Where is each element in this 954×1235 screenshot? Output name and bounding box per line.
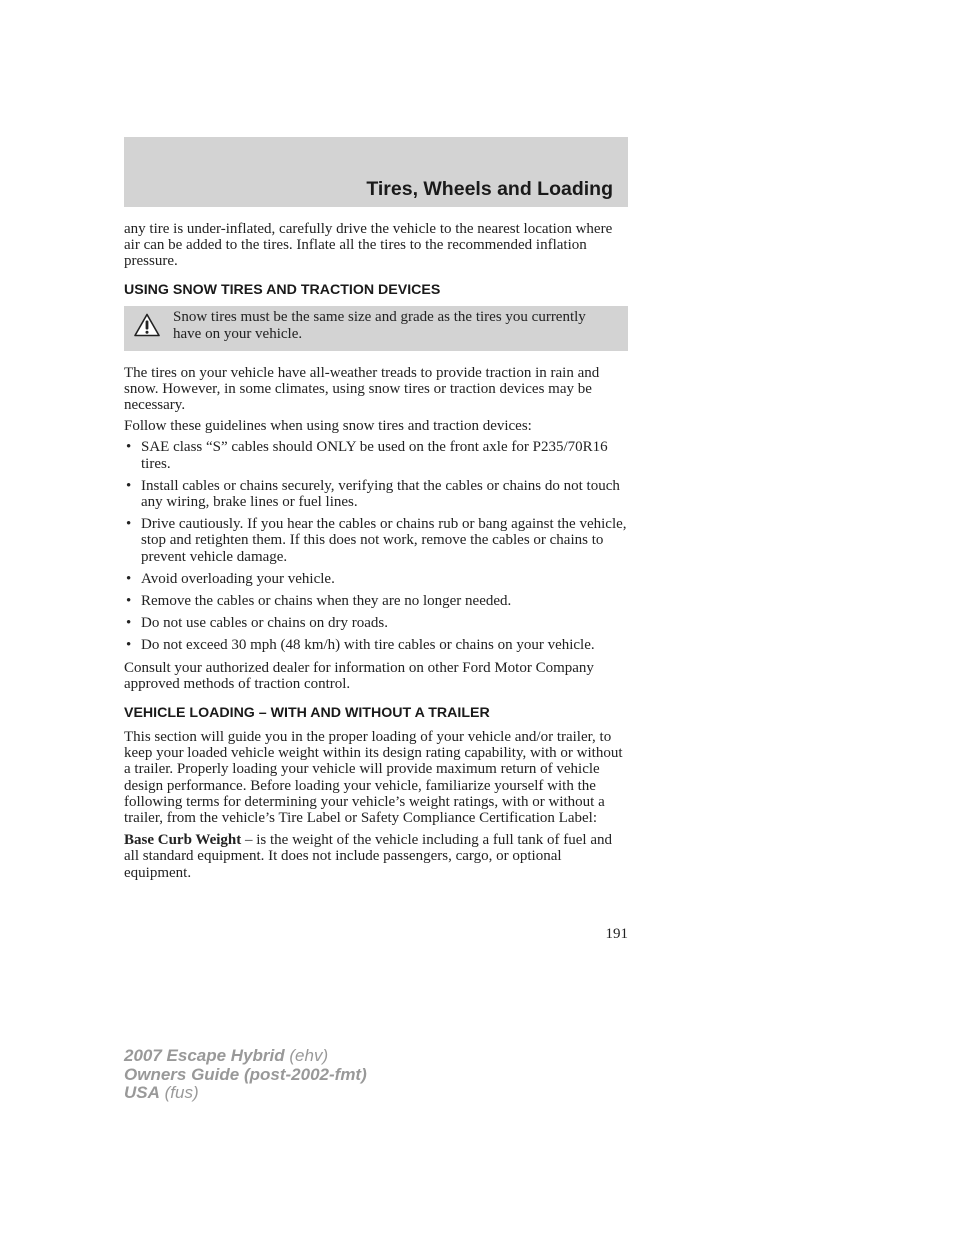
list-item-text: Do not exceed 30 mph (48 km/h) with tire cables or chains on your vehicle. xyxy=(141,637,595,654)
list-item xyxy=(124,615,628,631)
list-item-text: Do not use cables or chains on dry roads. xyxy=(141,615,389,632)
bullet-glyph: • xyxy=(126,637,132,654)
vehicle-loading-heading: VEHICLE LOADING – WITH AND WITHOUT A TRAILER xyxy=(124,705,490,722)
snow-guidelines-list xyxy=(124,439,628,653)
list-item xyxy=(124,571,628,587)
bullet-glyph: • xyxy=(126,477,132,494)
list-item xyxy=(124,593,628,609)
list-item-text: Install cables or chains securely, verifying that the cables or chains do not touch any wiring, brake lines or fuel lines. xyxy=(141,477,620,511)
list-item-text: Remove the cables or chains when they are no longer needed. xyxy=(141,593,512,610)
page-number: 191 xyxy=(605,926,628,942)
list-item-text: Avoid overloading your vehicle. xyxy=(141,570,335,587)
warning-text: Snow tires must be the same size and grade as the tires you currently have on your vehicle. xyxy=(173,308,586,342)
list-item-text: Drive cautiously. If you hear the cables or chains rub or bang against the vehicle, stop and retighten them. If this does not work, remove the cables or chains to prevent vehicle damage. xyxy=(141,516,627,565)
list-item xyxy=(124,478,628,510)
list-item-text: SAE class “S” cables should ONLY be used on the front axle for P235/70R16 tires. xyxy=(141,439,608,472)
page-content xyxy=(124,221,628,881)
list-item xyxy=(124,439,628,471)
bullet-glyph: • xyxy=(126,615,132,632)
bullet-glyph: • xyxy=(126,516,132,533)
footer-market: USA xyxy=(124,1083,160,1102)
footer-model-code: (ehv) xyxy=(284,1046,329,1065)
list-item xyxy=(124,637,628,653)
warning-box xyxy=(124,306,628,351)
definition-text: – is the weight of the vehicle including a full tank of fuel and all standard equipment. It does not include passengers, cargo, or optional equipment. xyxy=(124,832,612,881)
base-curb-weight-definition xyxy=(124,832,628,881)
footer-line-1 xyxy=(124,1047,367,1066)
footer-guide: Owners Guide (post-2002-fmt) xyxy=(124,1064,367,1084)
bullet-glyph: • xyxy=(126,593,132,610)
document-footer xyxy=(124,1047,367,1103)
footer-model: 2007 Escape Hybrid xyxy=(124,1046,285,1065)
bullet-glyph: • xyxy=(126,439,132,456)
snow-tires-heading: USING SNOW TIRES AND TRACTION DEVICES xyxy=(124,281,441,298)
chapter-title: Tires, Wheels and Loading xyxy=(366,178,613,200)
snow-paragraph-1: The tires on your vehicle have all-weather treads to provide traction in rain and snow. However, in some climates, using snow tires or traction devices may be necessary. xyxy=(124,364,600,414)
chapter-header-band xyxy=(124,137,628,207)
definition-term: Base Curb Weight xyxy=(124,832,242,849)
warning-triangle-icon xyxy=(134,313,160,337)
footer-line-2 xyxy=(124,1066,367,1085)
snow-closing-paragraph: Consult your authorized dealer for information on other Ford Motor Company approved methods of traction control. xyxy=(124,659,594,692)
footer-line-3 xyxy=(124,1084,367,1103)
list-item xyxy=(124,516,628,565)
snow-paragraph-2: Follow these guidelines when using snow tires and traction devices: xyxy=(124,418,532,435)
loading-paragraph: This section will guide you in the proper loading of your vehicle and/or trailer, to keep your loaded vehicle weight within its design rating capability, with or without a trailer. Properly loading your vehicle will provide maximum return of vehicle design performance. Before loading your vehicle, familiarize yourself with the following terms for determining your vehicle’s weight ratings, with or without a trailer, from the vehicle’s Tire Label or Safety Compliance Certification Label: xyxy=(124,729,623,827)
footer-market-code: (fus) xyxy=(159,1083,199,1102)
bullet-glyph: • xyxy=(126,570,132,587)
intro-paragraph: any tire is under-inflated, carefully drive the vehicle to the nearest location where air can be added to the tires. Inflate all the tires to the recommended inflation pressure. xyxy=(124,221,613,270)
